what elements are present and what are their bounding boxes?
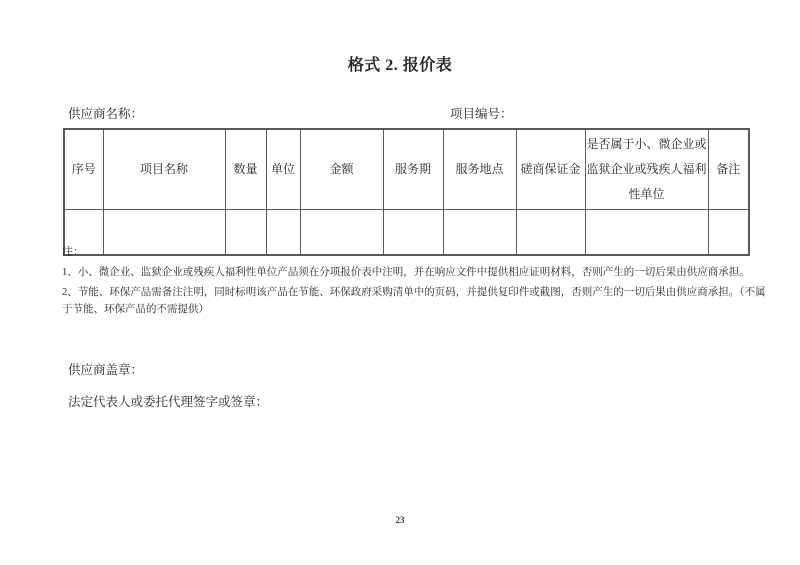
header-cell-amount: 金额 bbox=[300, 129, 383, 210]
header-cell-deposit: 磋商保证金 bbox=[516, 129, 585, 210]
supplier-name-label: 供应商名称： bbox=[68, 107, 144, 121]
notes-label: 注： bbox=[62, 246, 84, 258]
project-number-label: 项目编号： bbox=[450, 107, 513, 121]
header-cell-enterprise-type: 是否属于小、微企业或监狱企业或残疾人福利性单位 bbox=[585, 129, 708, 210]
header-cell-quantity: 数量 bbox=[225, 129, 266, 210]
supplier-seal-label: 供应商盖章： bbox=[68, 363, 144, 377]
notes-section bbox=[62, 244, 768, 321]
note-item-1: 1、小、微企业、监狱企业或残疾人福利性单位产品须在分项报价表中注明，并在响应文件中提供相应证明材料，否则产生的一切后果由供应商承担。 bbox=[62, 266, 750, 278]
header-cell-service-period: 服务期 bbox=[383, 129, 443, 210]
table-header-row bbox=[64, 129, 749, 210]
note-item-2: 2、节能、环保产品需备注注明，同时标明该产品在节能、环保政府采购清单中的页码，并提供复印件或截图，否则产生的一切后果由供应商承担。（不属于节能、环保产品的不需提供） bbox=[62, 286, 766, 315]
legal-representative-label: 法定代表人或委托代理签字或签章： bbox=[68, 395, 269, 409]
header-cell-project-name: 项目名称 bbox=[103, 129, 225, 210]
quotation-table bbox=[63, 128, 750, 256]
header-cell-remarks: 备注 bbox=[708, 129, 749, 210]
header-cell-unit: 单位 bbox=[266, 129, 300, 210]
page-number: 23 bbox=[395, 515, 405, 525]
page-title: 格式 2. 报价表 bbox=[347, 57, 453, 74]
header-cell-index: 序号 bbox=[64, 129, 103, 210]
header-cell-service-location: 服务地点 bbox=[443, 129, 516, 210]
